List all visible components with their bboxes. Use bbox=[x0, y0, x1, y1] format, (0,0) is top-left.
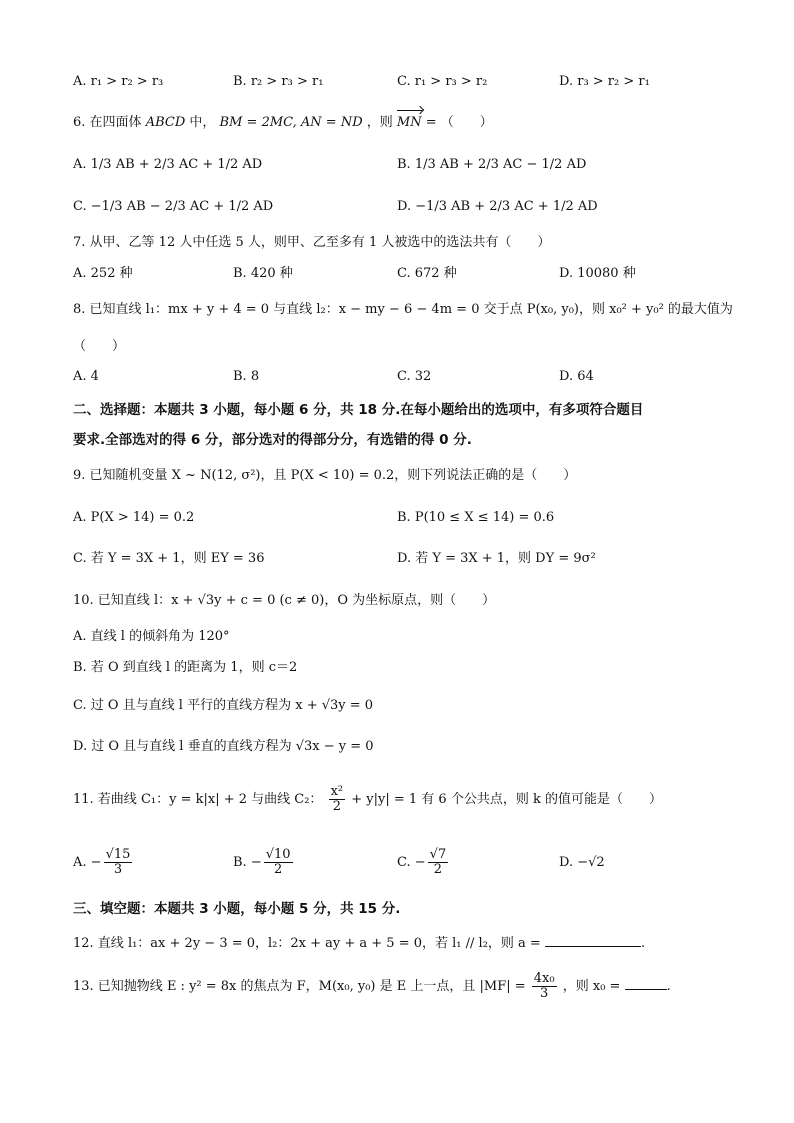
q11-option-a-label: A. bbox=[73, 855, 87, 870]
q13-stem-b: ，则 x₀ = bbox=[562, 979, 621, 994]
q7-option-d: D. 10080 种 bbox=[559, 266, 636, 281]
q6-option-a: A. 1/3 AB + 2/3 AC + 1/2 AD bbox=[73, 157, 263, 172]
q11-option-a: A. − $\frac{√15}{3}$ bbox=[73, 846, 131, 877]
q5-option-a: A. r₁ > r₂ > r₃ bbox=[73, 74, 164, 89]
section2-heading-cont: 要求.全部选对的得 6 分，部分选对的得部分分，有选错的得 0 分. bbox=[73, 432, 472, 448]
q11-frac-num: x² bbox=[330, 783, 344, 799]
q13-frac-den: 3 bbox=[540, 986, 549, 1001]
q11-option-b-num: √10 bbox=[265, 846, 291, 862]
q12-answer-blank[interactable] bbox=[545, 946, 641, 947]
q10-stem: 10. 已知直线 l：x + √3y + c = 0 (c ≠ 0)，O 为坐标原点，则（ ） bbox=[73, 593, 496, 608]
q13-answer-blank[interactable] bbox=[625, 989, 667, 990]
q9-stem: 9. 已知随机变量 X ~ N(12, σ²)，且 P(X < 10) = 0.2，则下列说法正确的是（ ） bbox=[73, 468, 577, 483]
q9-option-b: B. P(10 ≤ X ≤ 14) = 0.6 bbox=[397, 510, 555, 525]
q12-stem-text: 12. 直线 l₁：ax + 2y − 3 = 0，l₂：2x + ay + a + 5 = 0，若 l₁ // l₂，则 a = bbox=[73, 936, 541, 951]
q11-option-b-den: 2 bbox=[273, 862, 283, 877]
q11-option-c: C. − $\frac{√7}{2}$ bbox=[397, 846, 447, 877]
q9-option-d: D. 若 Y = 3X + 1，则 DY = 9σ² bbox=[397, 551, 596, 566]
q11-frac-den: 2 bbox=[332, 799, 341, 814]
q11-stem bbox=[73, 784, 734, 816]
q6-option-b: B. 1/3 AB + 2/3 AC − 1/2 AD bbox=[397, 157, 587, 172]
q6-stem bbox=[73, 113, 734, 133]
q13-fraction bbox=[532, 972, 557, 1002]
q7-stem: 7. 从甲、乙等 12 人中任选 5 人，则甲、乙至多有 1 人被选中的选法共有（ ） bbox=[73, 235, 551, 250]
q10-option-b: B. 若 O 到直线 l 的距离为 1，则 c＝2 bbox=[73, 660, 298, 675]
q6-tetra: ABCD bbox=[145, 115, 186, 130]
q13-stem-a: 13. 已知抛物线 E : y² = 8x 的焦点为 F，M(x₀, y₀) 是 E 上一点，且 |MF| = bbox=[73, 979, 526, 994]
q6-option-c: C. −1/3 AB − 2/3 AC + 1/2 AD bbox=[73, 199, 274, 214]
q5-option-c: C. r₁ > r₃ > r₂ bbox=[397, 74, 488, 89]
q11-option-a-den: 3 bbox=[113, 862, 123, 877]
section2-heading: 二、选择题：本题共 3 小题，每小题 6 分，共 18 分.在每小题给出的选项中，有多项符合题目 bbox=[73, 402, 644, 418]
q11-fraction bbox=[329, 785, 346, 815]
q6-condition: BM = 2MC, AN = ND bbox=[219, 115, 363, 130]
q6-prefix: 6. 在四面体 bbox=[73, 115, 142, 130]
q11-option-b: B. − $\frac{√10}{2}$ bbox=[233, 846, 291, 877]
q10-option-d: D. 过 O 且与直线 l 垂直的直线方程为 √3x − y = 0 bbox=[73, 739, 374, 754]
q6-mid2: ，则 bbox=[366, 115, 393, 130]
q5-option-d: D. r₃ > r₂ > r₁ bbox=[559, 74, 650, 89]
q12-end: . bbox=[640, 936, 646, 951]
q13-stem bbox=[73, 970, 734, 1004]
q6-mid: 中， bbox=[189, 115, 216, 130]
q13-end: . bbox=[666, 979, 671, 994]
q9-option-c: C. 若 Y = 3X + 1，则 EY = 36 bbox=[73, 551, 265, 566]
section3-heading: 三、填空题：本题共 3 小题，每小题 5 分，共 15 分. bbox=[73, 901, 401, 917]
q11-option-b-label: B. bbox=[233, 855, 247, 870]
q10-option-c: C. 过 O 且与直线 l 平行的直线方程为 x + √3y = 0 bbox=[73, 698, 374, 713]
q11-stem-a: 11. 若曲线 C₁：y = k|x| + 2 与曲线 C₂： bbox=[73, 792, 323, 807]
q7-option-c: C. 672 种 bbox=[397, 266, 457, 281]
q6-target-vector: MN bbox=[397, 113, 422, 133]
q8-option-d: D. 64 bbox=[559, 369, 594, 384]
q8-option-c: C. 32 bbox=[397, 369, 432, 384]
q10-option-a: A. 直线 l 的倾斜角为 120° bbox=[73, 629, 230, 644]
q11-option-c-label: C. bbox=[397, 855, 411, 870]
q11-stem-b: + y|y| = 1 有 6 个公共点，则 k 的值可能是（ ） bbox=[351, 792, 662, 807]
q9-option-a: A. P(X > 14) = 0.2 bbox=[73, 510, 195, 525]
q6-option-d: D. −1/3 AB + 2/3 AC + 1/2 AD bbox=[397, 199, 598, 214]
q8-stem: 8. 已知直线 l₁：mx + y + 4 = 0 与直线 l₂：x − my − 6 − 4m = 0 交于点 P(x₀, y₀)，则 x₀² + y₀² 的最大值为 bbox=[73, 302, 733, 317]
q12-stem bbox=[73, 934, 734, 954]
q11-option-c-num: √7 bbox=[429, 846, 447, 862]
q7-option-b: B. 420 种 bbox=[233, 266, 293, 281]
q11-option-a-num: √15 bbox=[105, 846, 131, 862]
q11-option-c-den: 2 bbox=[433, 862, 443, 877]
q8-option-a: A. 4 bbox=[73, 369, 99, 384]
q8-option-b: B. 8 bbox=[233, 369, 260, 384]
q8-stem-cont: （ ） bbox=[73, 339, 126, 354]
q5-option-b: B. r₂ > r₃ > r₁ bbox=[233, 74, 324, 89]
q11-option-d: D. −√2 bbox=[559, 855, 605, 870]
q13-frac-num: 4x₀ bbox=[533, 970, 555, 986]
q7-option-a: A. 252 种 bbox=[73, 266, 133, 281]
q6-suffix: = （ ） bbox=[425, 115, 493, 130]
